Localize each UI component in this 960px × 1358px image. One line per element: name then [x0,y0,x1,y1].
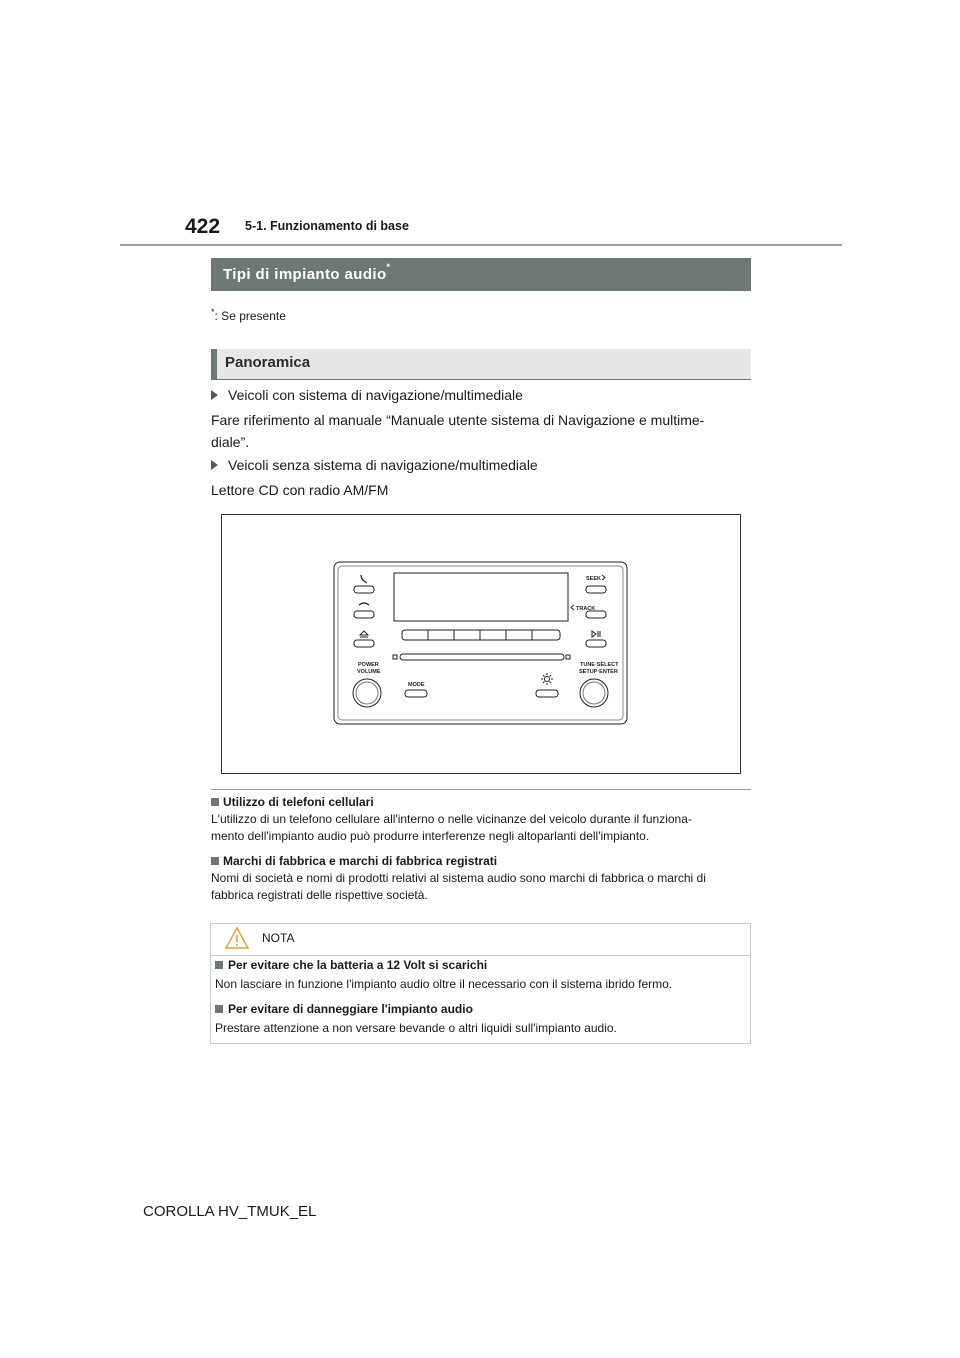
mode-button [405,690,427,697]
phone-off-button [354,611,374,618]
square-bullet-icon [211,857,219,865]
seek-button [586,586,606,593]
phone-off-icon [359,603,369,605]
brightness-icon [545,677,550,682]
track-label: TRACK [576,606,596,612]
page-title-mark: * [386,262,391,272]
tune-select-label: TUNE·SELECT [580,662,619,668]
note-heading-text: Marchi di fabbrica e marchi di fabbrica registrati [223,854,498,868]
setup-enter-label: SETUP·ENTER [579,669,618,675]
preset-button-row [402,630,560,640]
bullet-text: Veicoli con sistema di navigazione/multimediale [228,387,523,403]
subsection-rule [211,379,751,380]
tune-select-knob [580,679,608,707]
note-line: mento dell'impianto audio può produrre interferenze negli altoparlanti dell'impianto. [211,829,650,843]
seek-label: SEEK [586,576,601,582]
note-line: L'utilizzo di un telefono cellulare all'interno o nelle vicinanze del veicolo durante il funziona- [211,812,692,826]
phone-on-button [354,586,374,593]
footnote-mark: * [211,307,215,317]
note-body [211,811,751,845]
cd-slot [400,654,564,660]
section-title: 5-1. Funzionamento di base [245,219,409,233]
header-rule [120,244,842,246]
nota-heading-text: Per evitare di danneggiare l'impianto audio [228,1002,473,1016]
nota-body: Prestare attenzione a non versare bevande o altri liquidi sull'impianto audio. [215,1021,617,1035]
volume-label: VOLUME [357,669,381,675]
note-line: Nomi di società e nomi di prodotti relativi al sistema audio sono marchi di fabbrica o marchi di [211,871,706,885]
footnote-text: : Se presente [214,309,286,323]
chevron-right-icon [602,575,605,580]
page-number: 422 [185,215,221,238]
paragraph-nav [211,409,751,453]
warning-triangle-icon [224,926,250,950]
audio-unit-illustration [222,515,740,773]
phone-on-icon [361,575,367,583]
note-line: fabbrica registrati delle rispettive società. [211,888,428,902]
triangle-bullet-icon [211,460,218,470]
play-pause-button [586,640,606,647]
paragraph-line: diale”. [211,434,250,450]
eject-icon [360,631,368,637]
footer-model: COROLLA HV_TMUK_EL [143,1203,317,1220]
power-volume-knob [353,679,381,707]
figure-frame [221,514,741,774]
play-pause-icon [592,631,600,637]
display-screen [394,573,568,621]
page-title [223,262,391,283]
square-bullet-icon [215,1005,223,1013]
eject-button [354,640,374,647]
page-title-text: Tipi di impianto audio [223,266,387,283]
subsection-bar [211,349,751,379]
note-heading [211,795,374,809]
note-body [211,870,751,904]
note-heading [211,854,497,868]
nota-heading [215,958,487,972]
nota-heading-text: Per evitare che la batteria a 12 Volt si scarichi [228,958,488,972]
track-button [586,611,606,618]
mode-label: MODE [408,682,425,688]
nota-label: NOTA [262,931,295,945]
power-label: POWER [358,662,379,668]
bullet-item-no-nav [211,457,538,473]
nota-body: Non lasciare in funzione l'impianto audio oltre il necessario con il sistema ibrido fermo. [215,977,673,991]
note-heading-text: Utilizzo di telefoni cellulari [223,795,374,809]
bullet-text: Veicoli senza sistema di navigazione/multimediale [228,457,538,473]
bullet-item-nav [211,387,523,403]
square-bullet-icon [215,961,223,969]
audio-panel-outline [334,562,627,724]
paragraph-line: Fare riferimento al manuale “Manuale utente sistema di Navigazione e multime- [211,412,705,428]
footnote [211,307,286,323]
nota-divider [211,955,750,956]
light-button [536,690,558,697]
square-bullet-icon [211,798,219,806]
nota-heading [215,1002,473,1016]
notes-rule [211,789,751,790]
subsection-title: Panoramica [225,354,311,371]
triangle-bullet-icon [211,390,218,400]
paragraph-cd: Lettore CD con radio AM/FM [211,482,389,498]
title-bar [211,258,751,291]
chevron-left-icon [571,605,574,610]
